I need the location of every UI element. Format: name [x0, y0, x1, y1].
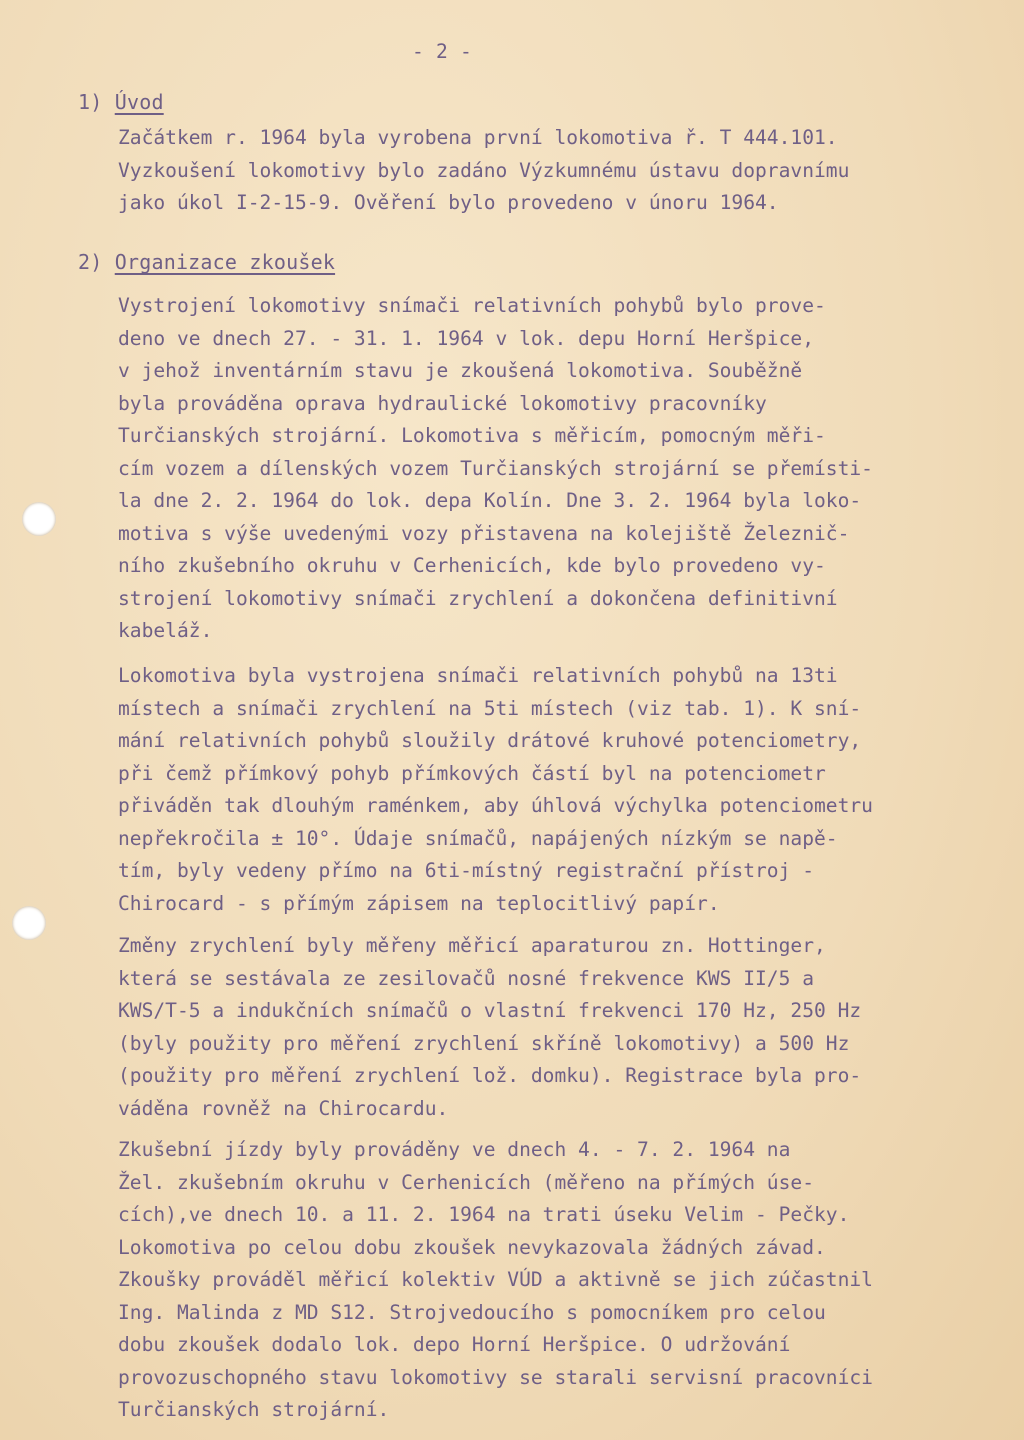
text-line: provozuschopného stavu lokomotivy se starali servisní pracovníci [118, 1365, 873, 1389]
section-number: 1) [78, 90, 103, 114]
text-line: v jehož inventárním stavu je zkoušená lokomotiva. Souběžně [118, 359, 803, 382]
text-line: Turčianských strojární. Lokomotiva s měřicím, pomocným měři- [118, 424, 826, 447]
text-line: Turčianských strojární. [118, 1398, 390, 1421]
text-line: jako úkol I-2-15-9. Ověření bylo provedeno v únoru 1964. [118, 191, 779, 214]
section-number: 2) [78, 250, 103, 274]
paragraph [118, 290, 873, 648]
text-line: byla prováděna oprava hydraulické lokomotivy pracovníky [118, 391, 767, 415]
paragraph [118, 660, 873, 920]
text-line: Změny zrychlení byly měřeny měřicí aparaturou zn. Hottinger, [118, 934, 826, 957]
section-title: Úvod [114, 90, 164, 114]
text-line: dobu zkoušek dodalo lok. depo Horní Heršpice. O udržování [118, 1333, 791, 1356]
text-line: ního zkušebního okruhu v Cerhenicích, kde bylo provedeno vy- [118, 554, 826, 577]
text-line: Ing. Malinda z MD S12. Strojvedoucího s pomocníkem pro celou [118, 1300, 826, 1324]
text-line: přiváděn tak dlouhým raménkem, aby úhlová výchylka potenciometru [118, 794, 873, 817]
text-line: deno ve dnech 27. - 31. 1. 1964 v lok. depu Horní Heršpice, [118, 326, 814, 350]
section-heading [78, 90, 164, 114]
text-line: kabeláž. [118, 619, 213, 642]
punch-hole [12, 906, 46, 940]
section-heading [78, 250, 335, 274]
text-line: místech a snímači zrychlení na 5ti místech (viz tab. 1). K sní- [118, 696, 862, 720]
text-line: (použity pro měření zrychlení lož. domku). Registrace byla pro- [118, 1064, 862, 1087]
paragraph [118, 930, 861, 1125]
text-line: motiva s výše uvedenými vozy přistavena na kolejiště Železnič- [118, 521, 850, 545]
text-line: Zkušební jízdy byly prováděny ve dnech 4. - 7. 2. 1964 na [118, 1138, 791, 1161]
text-line: Chirocard - s přímým zápisem na teplocitlivý papír. [118, 891, 720, 915]
text-line: Lokomotiva po celou dobu zkoušek nevykazovala žádných závad. [118, 1235, 826, 1259]
text-line: Žel. zkušebním okruhu v Cerhenicích (měřeno na přímých úse- [118, 1170, 814, 1194]
text-line: Začátkem r. 1964 byla vyrobena první lokomotiva ř. T 444.101. [118, 126, 838, 149]
section-title: Organizace zkoušek [114, 250, 336, 274]
text-line: Lokomotiva byla vystrojena snímači relativních pohybů na 13ti [118, 664, 838, 687]
text-line: la dne 2. 2. 1964 do lok. depa Kolín. Dne 3. 2. 1964 byla loko- [118, 489, 862, 512]
paragraph [118, 1134, 873, 1427]
text-line: strojení lokomotivy snímači zrychlení a dokončena definitivní [118, 586, 838, 610]
text-line: při čemž přímkový pohyb přímkových částí byl na potenciometr [118, 761, 826, 785]
text-line: cích),ve dnech 10. a 11. 2. 1964 na trati úseku Velim - Pečky. [118, 1203, 850, 1226]
text-line: nepřekročila ± 10°. Údaje snímačů, napájených nízkým se napě- [118, 826, 838, 850]
page-number: - 2 - [412, 40, 472, 63]
text-line: cím vozem a dílenských vozem Turčianských strojární se přemísti- [118, 456, 873, 480]
text-line: KWS/T-5 a indukčních snímačů o vlastní frekvenci 170 Hz, 250 Hz [118, 999, 862, 1022]
text-line: Vystrojení lokomotivy snímači relativních pohybů bylo prove- [118, 294, 826, 317]
paragraph [118, 122, 849, 220]
text-line: mání relativních pohybů sloužily drátové kruhové potenciometry, [118, 729, 862, 752]
text-line: Zkoušky prováděl měřicí kolektiv VÚD a aktivně se jich zúčastnil [118, 1268, 873, 1291]
text-line: (byly použity pro měření zrychlení skříně lokomotivy) a 500 Hz [118, 1031, 850, 1055]
text-line: tím, byly vedeny přímo na 6ti-místný registrační přístroj - [118, 859, 814, 882]
text-line: Vyzkoušení lokomotivy bylo zadáno Výzkumnému ústavu dopravnímu [118, 158, 850, 182]
punch-hole [22, 502, 56, 536]
text-line: která se sestávala ze zesilovačů nosné frekvence KWS II/5 a [118, 966, 814, 990]
text-line: váděna rovněž na Chirocardu. [118, 1096, 449, 1120]
